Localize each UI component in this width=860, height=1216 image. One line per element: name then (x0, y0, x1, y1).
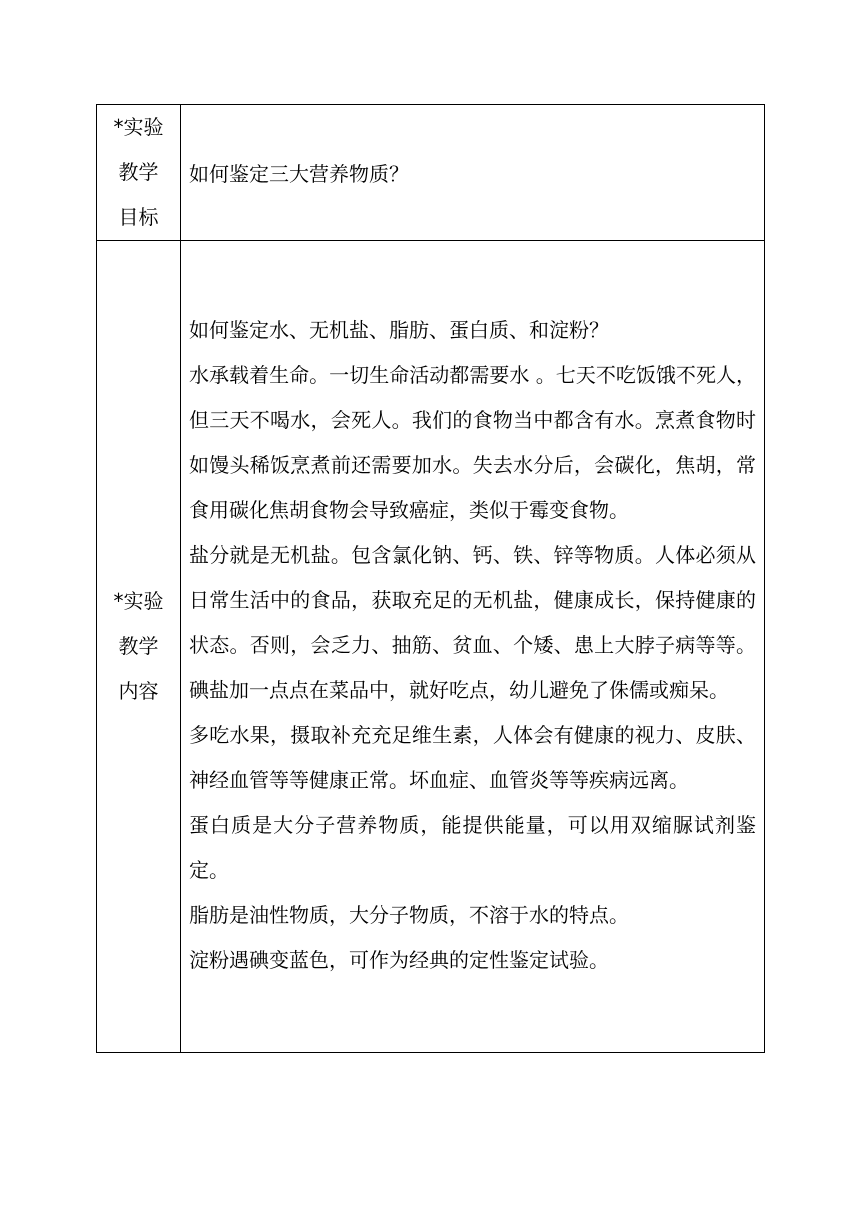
content-text-cell (181, 241, 765, 1053)
content-paragraph: 如何鉴定水、无机盐、脂肪、蛋白质、和淀粉？ (189, 318, 609, 342)
goal-label-cell (97, 105, 181, 241)
experiment-table (96, 104, 765, 1053)
content-body (189, 306, 756, 987)
content-label-line: *实验 (113, 589, 164, 613)
content-paragraph: 多吃水果，摄取补充充足维生素，人体会有健康的视力、皮肤、神经血管等等健康正常。坏血症、血管炎等等疾病远离。 (189, 723, 756, 792)
goal-text-cell (181, 105, 765, 241)
content-row (97, 241, 765, 1053)
goal-text: 如何鉴定三大营养物质？ (189, 162, 409, 186)
goal-label-line: 目标 (118, 205, 159, 229)
content-paragraph: 水承载着生命。一切生命活动都需要水 。七天不吃饭饿不死人，但三天不喝水，会死人。我们的食物当中都含有水。烹煮食物时如馒头稀饭烹煮前还需要加水。失去水分后，会碳化，焦胡，常食用碳化焦胡食物会导致癌症，类似于霉变食物。 (189, 363, 756, 522)
goal-label-line: 教学 (118, 160, 159, 184)
content-label-cell (97, 241, 181, 1053)
content-paragraph: 脂肪是油性物质，大分子物质，不溶于水的特点。 (189, 903, 629, 927)
content-paragraph: 淀粉遇碘变蓝色，可作为经典的定性鉴定试验。 (189, 948, 609, 972)
content-label-line: 内容 (118, 679, 159, 703)
goal-label-line: *实验 (113, 115, 164, 139)
goal-row (97, 105, 765, 241)
content-paragraph: 蛋白质是大分子营养物质，能提供能量，可以用双缩脲试剂鉴定。 (189, 813, 756, 882)
content-label-line: 教学 (118, 634, 159, 658)
content-paragraph: 盐分就是无机盐。包含氯化钠、钙、铁、锌等物质。人体必须从日常生活中的食品，获取充足的无机盐，健康成长，保持健康的状态。否则，会乏力、抽筋、贫血、个矮、患上大脖子病等等。碘盐加一点点在菜品中，就好吃点，幼儿避免了侏儒或痴呆。 (189, 543, 756, 702)
